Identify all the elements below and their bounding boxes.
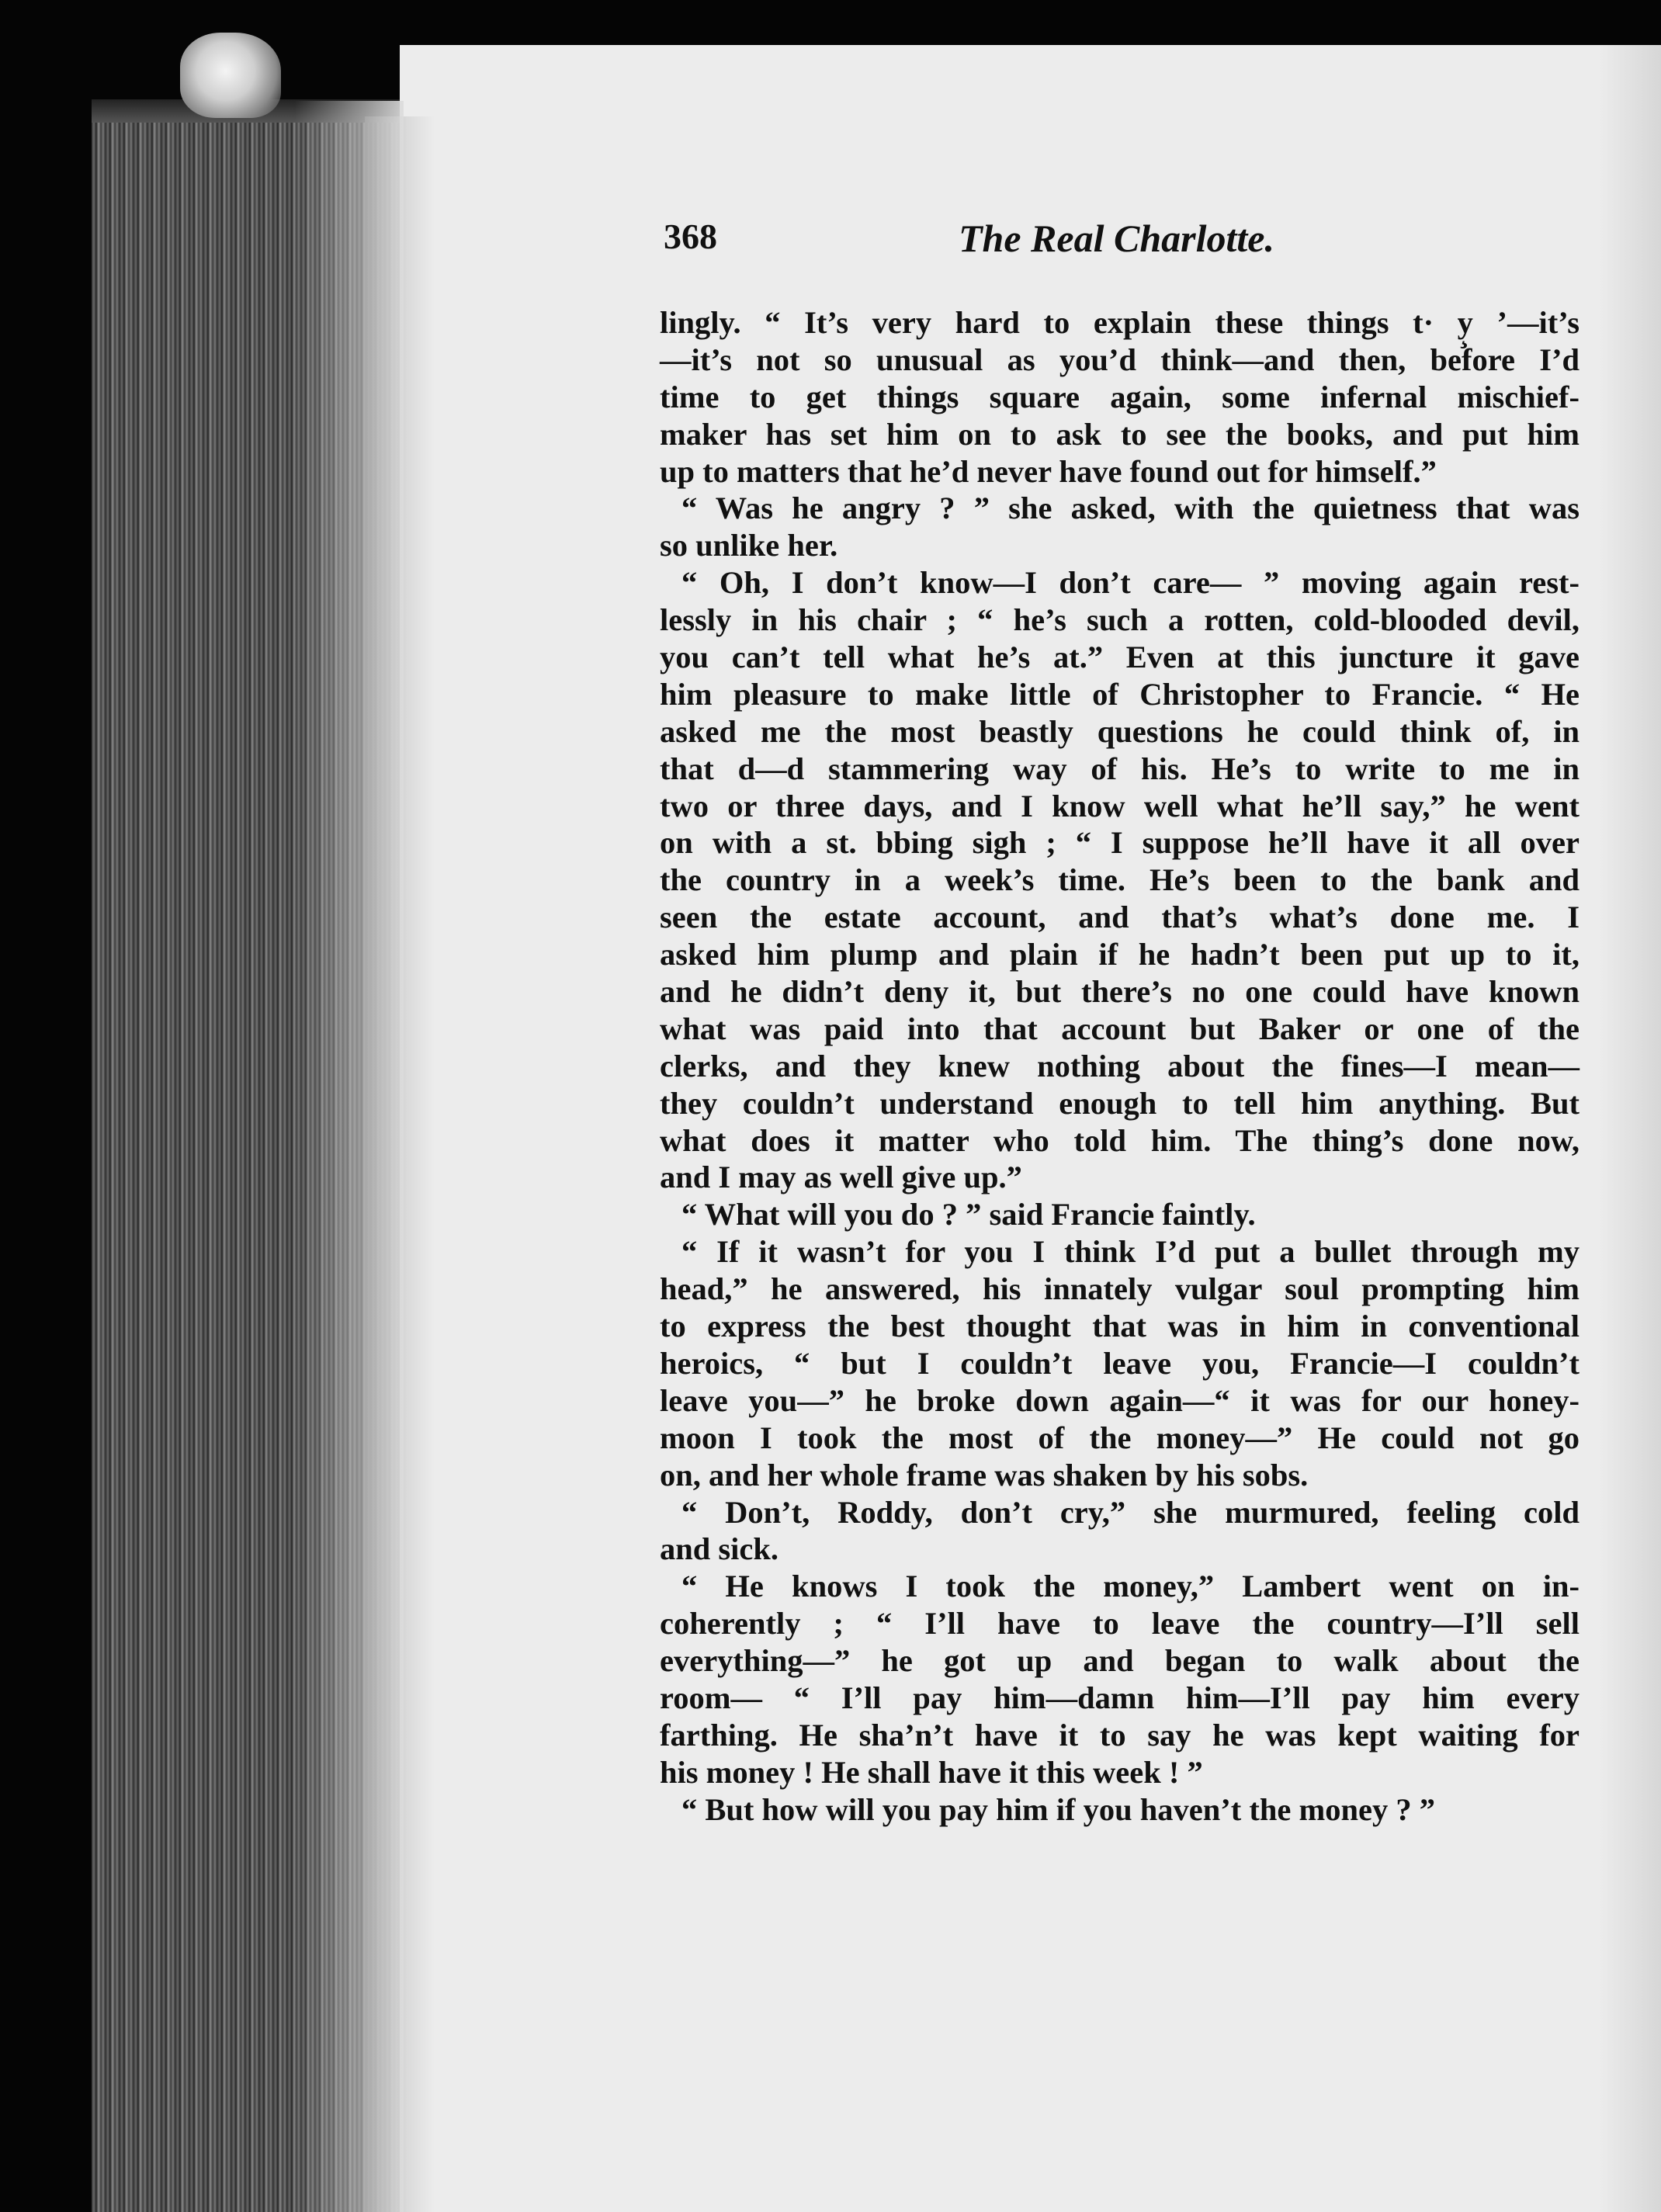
page-corner-speck xyxy=(180,33,281,118)
text-line: “ Oh, I don’t know—I don’t care— ” moving again rest- xyxy=(681,565,1580,601)
text-line: coherently ; “ I’ll have to leave the country—I’ll sell xyxy=(660,1606,1580,1642)
text-line: clerks, and they knew nothing about the fines—I mean— xyxy=(660,1048,1580,1083)
text-line: moon I took the most of the money—” He could not go xyxy=(660,1420,1580,1455)
text-line: room— “ I’ll pay him—damn him—I’ll pay him every xyxy=(660,1680,1580,1715)
text-line: what does it matter who told him. The thing’s done now, xyxy=(660,1122,1580,1158)
text-line: on with a st. bbing sigh ; “ I suppose he’ll have it all over xyxy=(660,825,1580,861)
text-line: farthing. He sha’n’t have it to say he was kept waiting for xyxy=(660,1717,1580,1753)
page-number: 368 xyxy=(664,217,717,256)
text-line: everything—” he got up and began to walk about the xyxy=(660,1643,1580,1679)
text-line: head,” he answered, his innately vulgar soul prompting him xyxy=(660,1271,1580,1307)
text-line: his money ! He shall have it this week ! ” xyxy=(660,1754,1203,1790)
text-line: lessly in his chair ; “ he’s such a rotten, cold-blooded devil, xyxy=(660,602,1580,638)
text-line: “ But how will you pay him if you haven’t the money ? ” xyxy=(681,1791,1435,1827)
text-line: leave you—” he broke down again—“ it was for our honey- xyxy=(660,1382,1580,1418)
text-line: “ Don’t, Roddy, don’t cry,” she murmured, feeling cold xyxy=(681,1494,1580,1530)
text-line: time to get things square again, some infernal mischief- xyxy=(660,379,1580,414)
text-line: asked him plump and plain if he hadn’t been put up to it, xyxy=(660,937,1580,973)
text-line: —it’s not so unusual as you’d think—and then, before I’d xyxy=(660,342,1580,377)
running-title: The Real Charlotte. xyxy=(959,217,1274,260)
text-line: to express the best thought that was in him in conventional xyxy=(660,1309,1580,1344)
text-line: you can’t tell what he’s at.” Even at this juncture it gave xyxy=(660,640,1580,675)
text-line: “ He knows I took the money,” Lambert went on in- xyxy=(681,1569,1580,1604)
text-line: heroics, “ but I couldn’t leave you, Francie—I couldn’t xyxy=(660,1345,1580,1381)
text-line: asked me the most beastly questions he could think of, in xyxy=(660,713,1580,749)
text-line: what was paid into that account but Baker or one of the xyxy=(660,1011,1580,1046)
text-line: “ What will you do ? ” said Francie faintly. xyxy=(681,1197,1256,1233)
page-edge-fade xyxy=(295,101,404,2212)
page-right-shade xyxy=(1599,45,1661,2212)
body-text xyxy=(660,304,1580,1829)
text-line: two or three days, and I know well what he’ll say,” he went xyxy=(660,788,1580,823)
text-line: seen the estate account, and that’s what’s done me. I xyxy=(660,900,1580,935)
text-line: up to matters that he’d never have found out for himself.” xyxy=(660,453,1437,489)
text-line: on, and her whole frame was shaken by his sobs. xyxy=(660,1457,1309,1493)
text-line: “ If it wasn’t for you I think I’d put a bullet through my xyxy=(681,1234,1580,1270)
text-line: that d—d stammering way of his. He’s to write to me in xyxy=(660,751,1580,786)
text-line: maker has set him on to ask to see the books, and put him xyxy=(660,416,1580,452)
text-line: they couldn’t understand enough to tell him anything. But xyxy=(660,1085,1580,1121)
text-line: him pleasure to make little of Christopher to Francie. “ He xyxy=(660,676,1580,712)
text-line: and sick. xyxy=(660,1531,779,1567)
text-line: and he didn’t deny it, but there’s no one could have known xyxy=(660,974,1580,1010)
running-header xyxy=(664,216,1580,270)
text-line: so unlike her. xyxy=(660,528,838,563)
text-line: lingly. “ It’s very hard to explain these things t· y̧ ’—it’s xyxy=(660,305,1580,340)
text-line: and I may as well give up.” xyxy=(660,1160,1022,1195)
text-line: “ Was he angry ? ” she asked, with the quietness that was xyxy=(681,491,1580,526)
text-line: the country in a week’s time. He’s been to the bank and xyxy=(660,862,1580,898)
